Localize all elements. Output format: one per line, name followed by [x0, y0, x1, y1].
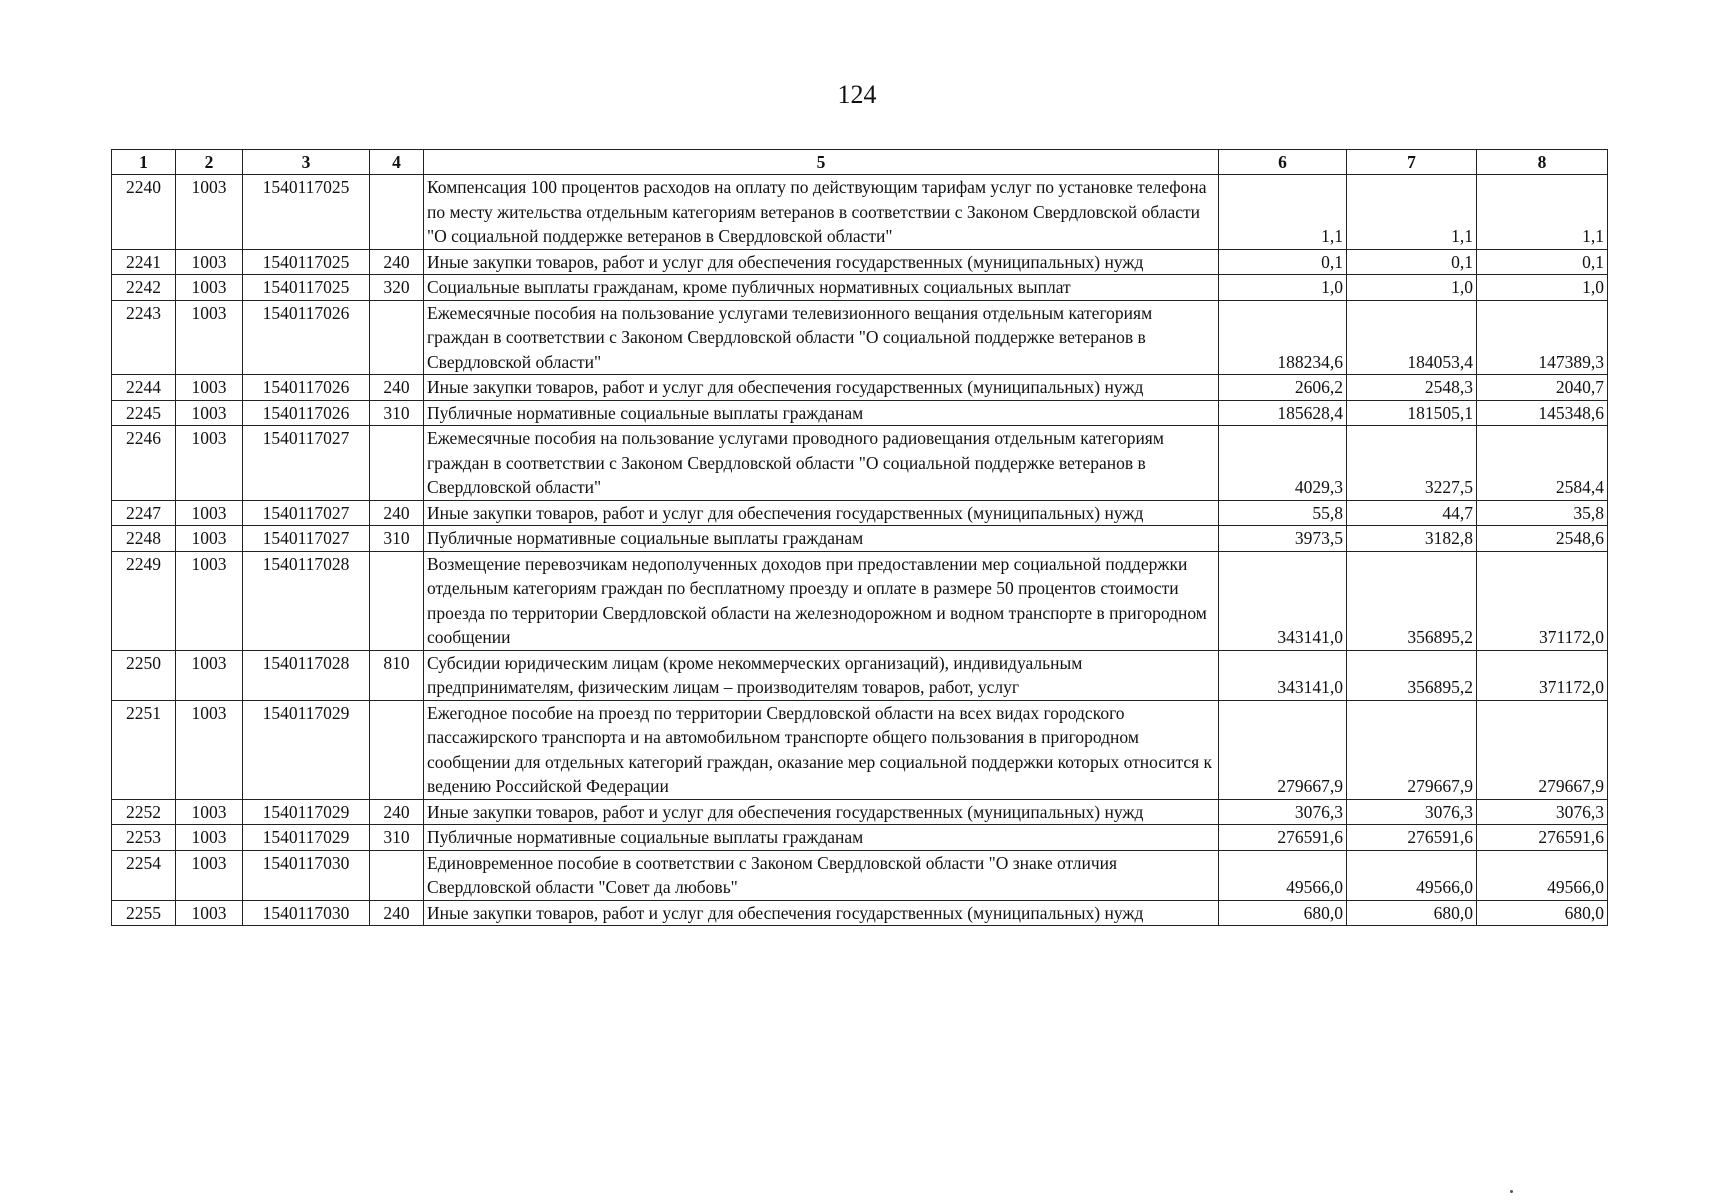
header-cell: 2 — [176, 150, 243, 175]
description-cell: Субсидии юридическим лицам (кроме некоммерческих организаций), индивидуальным предпринимателям, физическим лицам – производителям товаров, работ, услуг — [424, 650, 1219, 700]
amount-col7-cell: 1,0 — [1347, 275, 1477, 301]
table-row — [112, 175, 1608, 250]
section-code-cell: 1003 — [176, 400, 243, 426]
target-code-cell: 1540117025 — [243, 175, 370, 250]
amount-col7-cell: 276591,6 — [1347, 825, 1477, 851]
description-cell: Иные закупки товаров, работ и услуг для обеспечения государственных (муниципальных) нужд — [424, 375, 1219, 401]
amount-col6-cell: 4029,3 — [1219, 426, 1347, 501]
amount-col8-cell: 1,1 — [1477, 175, 1608, 250]
section-code-cell: 1003 — [176, 426, 243, 501]
section-code-cell: 1003 — [176, 249, 243, 275]
row-number-cell: 2244 — [112, 375, 176, 401]
row-number-cell: 2240 — [112, 175, 176, 250]
amount-col7-cell: 356895,2 — [1347, 650, 1477, 700]
amount-col8-cell: 145348,6 — [1477, 400, 1608, 426]
page-number: 124 — [837, 80, 877, 109]
table-row — [112, 275, 1608, 301]
amount-col8-cell: 276591,6 — [1477, 825, 1608, 851]
table-row — [112, 850, 1608, 900]
header-cell: 3 — [243, 150, 370, 175]
amount-col6-cell: 188234,6 — [1219, 300, 1347, 375]
expense-kind-cell: 310 — [370, 825, 424, 851]
description-cell: Возмещение перевозчикам недополученных доходов при предоставлении мер социальной поддержки отдельным категориям граждан по бесплатному проезду и оплате в размере 50 процентов стоимости проезда по территории Свердловской области на железнодорожном и водном транспорте в пригородном сообщении — [424, 551, 1219, 650]
amount-col6-cell: 343141,0 — [1219, 551, 1347, 650]
expense-kind-cell — [370, 850, 424, 900]
row-number-cell: 2255 — [112, 900, 176, 926]
header-cell: 5 — [424, 150, 1219, 175]
target-code-cell: 1540117029 — [243, 799, 370, 825]
amount-col6-cell: 185628,4 — [1219, 400, 1347, 426]
amount-col8-cell: 2040,7 — [1477, 375, 1608, 401]
table-row — [112, 500, 1608, 526]
expense-kind-cell — [370, 300, 424, 375]
target-code-cell: 1540117026 — [243, 400, 370, 426]
expense-kind-cell: 240 — [370, 799, 424, 825]
amount-col8-cell: 0,1 — [1477, 249, 1608, 275]
row-number-cell: 2250 — [112, 650, 176, 700]
expense-kind-cell: 320 — [370, 275, 424, 301]
amount-col8-cell: 680,0 — [1477, 900, 1608, 926]
section-code-cell: 1003 — [176, 799, 243, 825]
amount-col7-cell: 44,7 — [1347, 500, 1477, 526]
row-number-cell: 2241 — [112, 249, 176, 275]
header-cell: 1 — [112, 150, 176, 175]
amount-col8-cell: 147389,3 — [1477, 300, 1608, 375]
budget-table — [111, 149, 1608, 926]
amount-col7-cell: 49566,0 — [1347, 850, 1477, 900]
row-number-cell: 2243 — [112, 300, 176, 375]
table-row — [112, 799, 1608, 825]
section-code-cell: 1003 — [176, 275, 243, 301]
description-cell: Иные закупки товаров, работ и услуг для обеспечения государственных (муниципальных) нужд — [424, 249, 1219, 275]
section-code-cell: 1003 — [176, 300, 243, 375]
row-number-cell: 2254 — [112, 850, 176, 900]
amount-col6-cell: 49566,0 — [1219, 850, 1347, 900]
header-cell: 7 — [1347, 150, 1477, 175]
section-code-cell: 1003 — [176, 551, 243, 650]
amount-col7-cell: 0,1 — [1347, 249, 1477, 275]
amount-col8-cell: 3076,3 — [1477, 799, 1608, 825]
section-code-cell: 1003 — [176, 500, 243, 526]
amount-col8-cell: 371172,0 — [1477, 551, 1608, 650]
target-code-cell: 1540117025 — [243, 275, 370, 301]
expense-kind-cell: 240 — [370, 375, 424, 401]
amount-col8-cell: 35,8 — [1477, 500, 1608, 526]
amount-col6-cell: 1,1 — [1219, 175, 1347, 250]
table-row — [112, 375, 1608, 401]
table-row — [112, 526, 1608, 552]
amount-col7-cell: 1,1 — [1347, 175, 1477, 250]
section-code-cell: 1003 — [176, 850, 243, 900]
amount-col7-cell: 680,0 — [1347, 900, 1477, 926]
amount-col7-cell: 184053,4 — [1347, 300, 1477, 375]
description-cell: Публичные нормативные социальные выплаты гражданам — [424, 526, 1219, 552]
amount-col8-cell: 2584,4 — [1477, 426, 1608, 501]
target-code-cell: 1540117026 — [243, 375, 370, 401]
amount-col6-cell: 3973,5 — [1219, 526, 1347, 552]
row-number-cell: 2248 — [112, 526, 176, 552]
table-row — [112, 426, 1608, 501]
expense-kind-cell — [370, 175, 424, 250]
target-code-cell: 1540117026 — [243, 300, 370, 375]
table-row — [112, 300, 1608, 375]
row-number-cell: 2245 — [112, 400, 176, 426]
description-cell: Компенсация 100 процентов расходов на оплату по действующим тарифам услуг по установке телефона по месту жительства отдельным категориям ветеранов в соответствии с Законом Свердловской области "О социальной поддержке ветеранов в Свердловской области" — [424, 175, 1219, 250]
target-code-cell: 1540117029 — [243, 700, 370, 799]
row-number-cell: 2246 — [112, 426, 176, 501]
amount-col8-cell: 279667,9 — [1477, 700, 1608, 799]
target-code-cell: 1540117028 — [243, 551, 370, 650]
expense-kind-cell: 310 — [370, 400, 424, 426]
table-row — [112, 825, 1608, 851]
amount-col6-cell: 680,0 — [1219, 900, 1347, 926]
section-code-cell: 1003 — [176, 900, 243, 926]
expense-kind-cell — [370, 426, 424, 501]
amount-col8-cell: 2548,6 — [1477, 526, 1608, 552]
table-row — [112, 400, 1608, 426]
table-row — [112, 900, 1608, 926]
scan-artifact-dot — [1510, 1190, 1513, 1193]
description-cell: Публичные нормативные социальные выплаты гражданам — [424, 825, 1219, 851]
table-row — [112, 700, 1608, 799]
amount-col6-cell: 1,0 — [1219, 275, 1347, 301]
description-cell: Социальные выплаты гражданам, кроме публичных нормативных социальных выплат — [424, 275, 1219, 301]
table-row — [112, 551, 1608, 650]
expense-kind-cell — [370, 551, 424, 650]
section-code-cell: 1003 — [176, 700, 243, 799]
target-code-cell: 1540117025 — [243, 249, 370, 275]
amount-col7-cell: 279667,9 — [1347, 700, 1477, 799]
table-row — [112, 650, 1608, 700]
amount-col8-cell: 371172,0 — [1477, 650, 1608, 700]
expense-kind-cell: 310 — [370, 526, 424, 552]
header-cell: 6 — [1219, 150, 1347, 175]
description-cell: Ежемесячные пособия на пользование услугами телевизионного вещания отдельным категориям граждан в соответствии с Законом Свердловской области "О социальной поддержке ветеранов в Свердловской области" — [424, 300, 1219, 375]
row-number-cell: 2249 — [112, 551, 176, 650]
amount-col8-cell: 49566,0 — [1477, 850, 1608, 900]
target-code-cell: 1540117027 — [243, 500, 370, 526]
amount-col6-cell: 3076,3 — [1219, 799, 1347, 825]
expense-kind-cell: 240 — [370, 500, 424, 526]
row-number-cell: 2253 — [112, 825, 176, 851]
amount-col6-cell: 343141,0 — [1219, 650, 1347, 700]
section-code-cell: 1003 — [176, 375, 243, 401]
amount-col7-cell: 356895,2 — [1347, 551, 1477, 650]
amount-col6-cell: 0,1 — [1219, 249, 1347, 275]
amount-col6-cell: 276591,6 — [1219, 825, 1347, 851]
table-header-row — [112, 150, 1608, 175]
target-code-cell: 1540117030 — [243, 900, 370, 926]
description-cell: Единовременное пособие в соответствии с Законом Свердловской области "О знаке отличия Свердловской области "Совет да любовь" — [424, 850, 1219, 900]
table-row — [112, 249, 1608, 275]
target-code-cell: 1540117027 — [243, 426, 370, 501]
amount-col6-cell: 2606,2 — [1219, 375, 1347, 401]
section-code-cell: 1003 — [176, 526, 243, 552]
amount-col6-cell: 55,8 — [1219, 500, 1347, 526]
row-number-cell: 2247 — [112, 500, 176, 526]
target-code-cell: 1540117029 — [243, 825, 370, 851]
amount-col7-cell: 2548,3 — [1347, 375, 1477, 401]
target-code-cell: 1540117027 — [243, 526, 370, 552]
amount-col7-cell: 181505,1 — [1347, 400, 1477, 426]
expense-kind-cell: 240 — [370, 249, 424, 275]
expense-kind-cell — [370, 700, 424, 799]
row-number-cell: 2252 — [112, 799, 176, 825]
description-cell: Ежемесячные пособия на пользование услугами проводного радиовещания отдельным категориям граждан в соответствии с Законом Свердловской области "О социальной поддержке ветеранов в Свердловской области" — [424, 426, 1219, 501]
expense-kind-cell: 240 — [370, 900, 424, 926]
amount-col8-cell: 1,0 — [1477, 275, 1608, 301]
description-cell: Иные закупки товаров, работ и услуг для обеспечения государственных (муниципальных) нужд — [424, 799, 1219, 825]
section-code-cell: 1003 — [176, 825, 243, 851]
row-number-cell: 2242 — [112, 275, 176, 301]
target-code-cell: 1540117030 — [243, 850, 370, 900]
section-code-cell: 1003 — [176, 175, 243, 250]
amount-col6-cell: 279667,9 — [1219, 700, 1347, 799]
description-cell: Иные закупки товаров, работ и услуг для обеспечения государственных (муниципальных) нужд — [424, 900, 1219, 926]
expense-kind-cell: 810 — [370, 650, 424, 700]
target-code-cell: 1540117028 — [243, 650, 370, 700]
header-cell: 8 — [1477, 150, 1608, 175]
amount-col7-cell: 3076,3 — [1347, 799, 1477, 825]
amount-col7-cell: 3227,5 — [1347, 426, 1477, 501]
amount-col7-cell: 3182,8 — [1347, 526, 1477, 552]
section-code-cell: 1003 — [176, 650, 243, 700]
description-cell: Ежегодное пособие на проезд по территории Свердловской области на всех видах городского пассажирского транспорта и на автомобильном транспорте общего пользования в пригородном сообщении для отдельных категорий граждан, оказание мер социальной поддержки которых относится к ведению Российской Федерации — [424, 700, 1219, 799]
header-cell: 4 — [370, 150, 424, 175]
row-number-cell: 2251 — [112, 700, 176, 799]
description-cell: Иные закупки товаров, работ и услуг для обеспечения государственных (муниципальных) нужд — [424, 500, 1219, 526]
description-cell: Публичные нормативные социальные выплаты гражданам — [424, 400, 1219, 426]
